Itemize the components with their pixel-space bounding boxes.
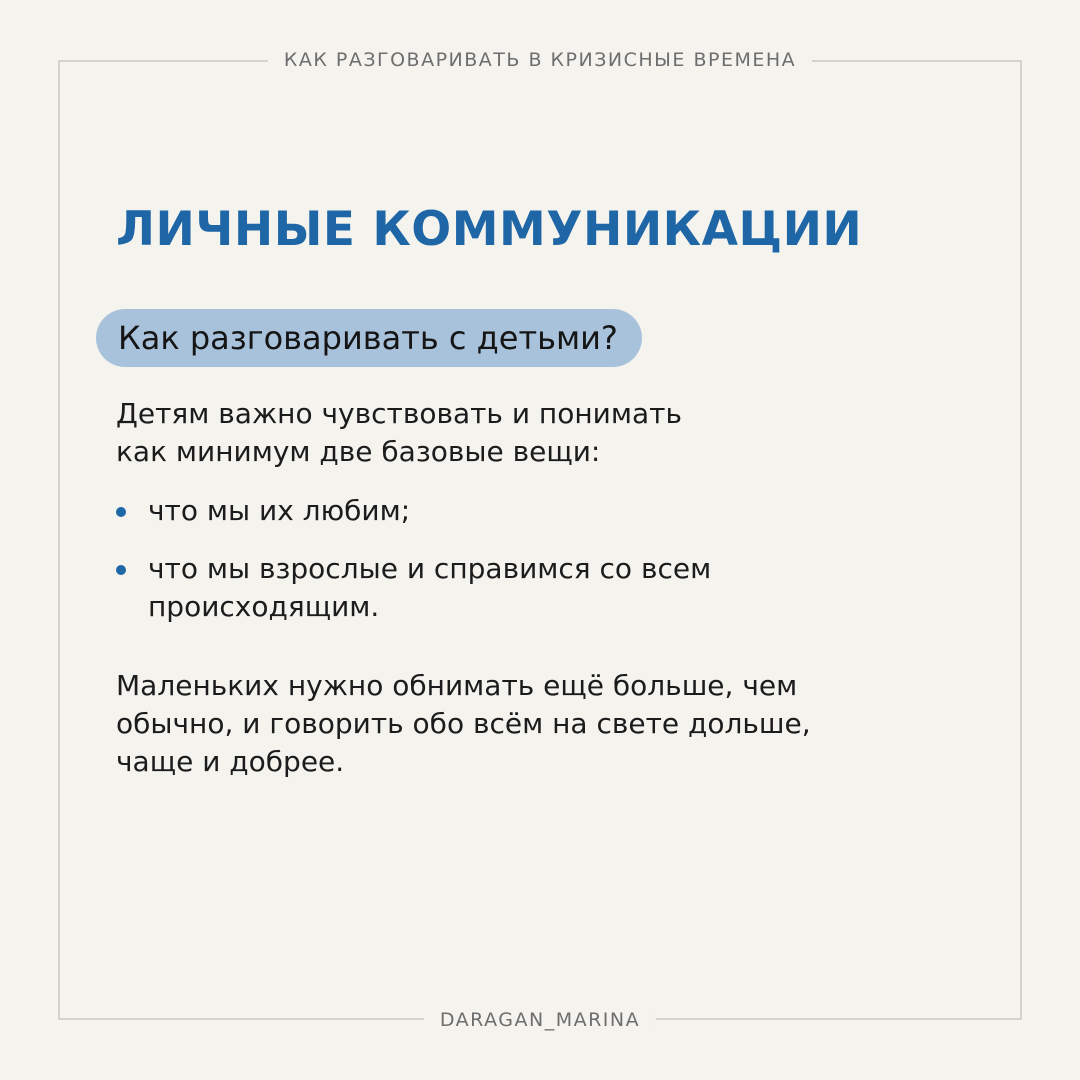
author-handle: DARAGAN_MARINA [424,1008,656,1032]
intro-line: Детям важно чувствовать и понимать [116,397,682,430]
closing-line: чаще и добрее. [116,745,345,778]
bullet-text: что мы их любим; [148,494,411,527]
bullet-dot-icon [116,507,126,517]
list-item [116,492,711,530]
bullet-list [116,492,711,626]
bullet-text: происходящим. [148,590,380,623]
bullet-text: что мы взрослые и справимся со всем [148,552,712,585]
intro-paragraph [116,395,682,471]
closing-line: обычно, и говорить обо всём на свете дольше, [116,707,811,740]
intro-line: как минимум две базовые вещи: [116,435,601,468]
subtitle-pill: Как разговаривать с детьми? [96,309,642,367]
series-title: КАК РАЗГОВАРИВАТЬ В КРИЗИСНЫЕ ВРЕМЕНА [268,48,812,72]
bullet-dot-icon [116,565,126,575]
list-item [116,550,711,626]
page-title: ЛИЧНЫЕ КОММУНИКАЦИИ [116,202,863,257]
closing-paragraph [116,667,811,781]
closing-line: Маленьких нужно обнимать ещё больше, чем [116,669,798,702]
